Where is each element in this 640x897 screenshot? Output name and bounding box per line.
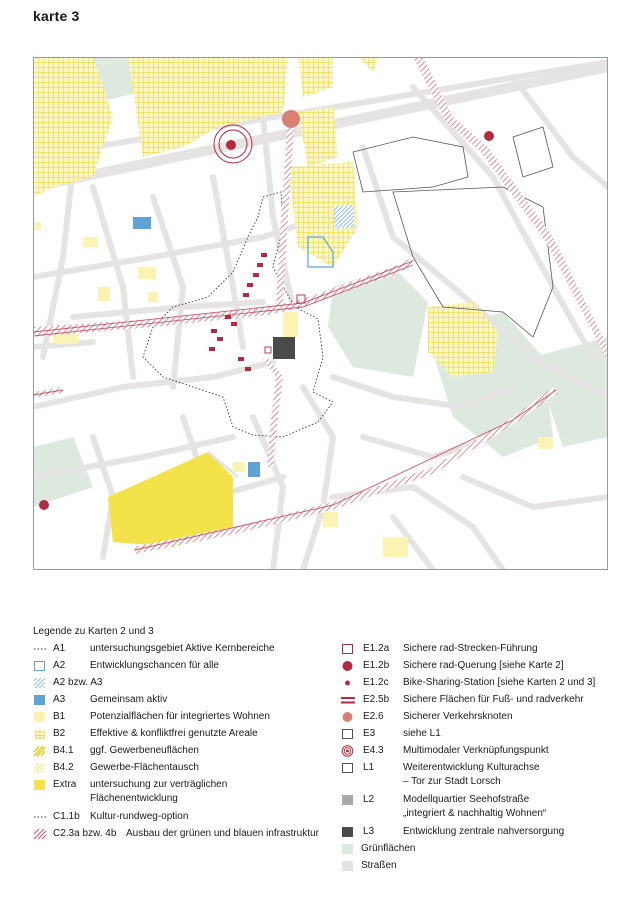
dotted-line-icon (33, 643, 47, 655)
gray-outline-square-icon (342, 763, 353, 773)
map-canvas (33, 57, 608, 570)
legend-item-l1: L1 Weiterentwicklung Kulturachse – Tor zur Stadt Lorsch (341, 762, 616, 792)
blue-hatch-icon (33, 677, 47, 689)
yellow-solid-square-icon (34, 780, 45, 790)
l3-area (273, 337, 295, 359)
yellow-hatch-dense-icon (33, 745, 47, 757)
legend-item-b2: B2 Effektive & konfliktfrei genutzte Areale (33, 728, 323, 743)
yellow-grid-icon (33, 728, 47, 740)
yellow-hatch-light-icon (33, 762, 47, 774)
legend-item-l2: L2 Modellquartier Seehofstraße „integriert & nachhaltig Wohnen“ (341, 794, 616, 824)
e1-2b-dot (484, 131, 494, 141)
legend-item-e2-5b: E2.5b Sichere Flächen für Fuß- und radverkehr (341, 694, 616, 709)
legend-item-c1-1b: C1.1b Kultur-rundweg-option (33, 811, 323, 826)
a3-area (248, 462, 260, 477)
red-outline-square-icon (342, 644, 353, 654)
legend-item-b4-1: B4.1 ggf. Gewerbeneuflächen (33, 745, 323, 760)
legend-item-e1-2c: E1.2c Bike-Sharing-Station [siehe Karten 2 und 3] (341, 677, 616, 692)
legend-item-e3: E3 siehe L1 (341, 728, 616, 743)
blue-outline-square-icon (34, 661, 45, 671)
legend-item-c2-3a: C2.3a bzw. 4b Ausbau der grünen und blauen infrastruktur (33, 828, 333, 843)
map-title: karte 3 (33, 8, 80, 24)
legend-item-e1-2b: E1.2b Sichere rad-Querung [siehe Karte 2] (341, 660, 616, 675)
legend-item-l3: L3 Entwicklung zentrale nahversorgung (341, 826, 616, 841)
legend-item-e2-6: E2.6 Sicherer Verkehrsknoten (341, 711, 616, 726)
gray-square-icon (342, 795, 353, 805)
legend-item-extra: Extra untersuchung zur verträglichen Flächenentwicklung (33, 779, 323, 809)
street-square-icon (342, 861, 353, 871)
legend-item-a2-a3: A2 bzw. A3 (33, 677, 323, 692)
pale-yellow-square-icon (34, 712, 45, 722)
legend-item-e1-2a: E1.2a Sichere rad-Strecken-Führung (341, 643, 616, 658)
legend-item-b4-2: B4.2 Gewerbe-Flächentausch (33, 762, 323, 777)
dotted-line-icon (33, 811, 47, 823)
legend-item-e4-3: E4.3 Multimodaler Verknüpfungspunkt (341, 745, 616, 760)
legend-heading: Legende zu Karten 2 und 3 (33, 626, 154, 637)
e1-2b-dot (226, 140, 236, 150)
legend-item-b1: B1 Potenzialflächen für integriertes Wohnen (33, 711, 323, 726)
legend-item-strassen: Straßen (341, 860, 616, 875)
legend-item-gruenflaechen: Grünflächen (341, 843, 616, 858)
a3-area (133, 217, 151, 229)
legend-item-a2: A2 Entwicklungschancen für alle (33, 660, 323, 675)
blue-square-icon (34, 695, 45, 705)
e2-6-node (282, 110, 300, 128)
green-square-icon (342, 844, 353, 854)
legend-item-a3: A3 Gemeinsam aktiv (33, 694, 323, 709)
legend-item-a1: A1 untersuchungsgebiet Aktive Kernbereiche (33, 643, 323, 658)
salmon-dot-icon (341, 711, 355, 723)
red-ring-icon (341, 745, 355, 757)
red-hatch-icon (33, 828, 47, 840)
a2-a3-hatch (333, 205, 355, 229)
red-dot-small-icon (341, 677, 355, 689)
red-double-line-icon (341, 694, 355, 706)
gray-outline-square-icon (342, 729, 353, 739)
dark-square-icon (342, 827, 353, 837)
e1-2b-dot (39, 500, 49, 510)
red-dot-large-icon (341, 660, 355, 672)
